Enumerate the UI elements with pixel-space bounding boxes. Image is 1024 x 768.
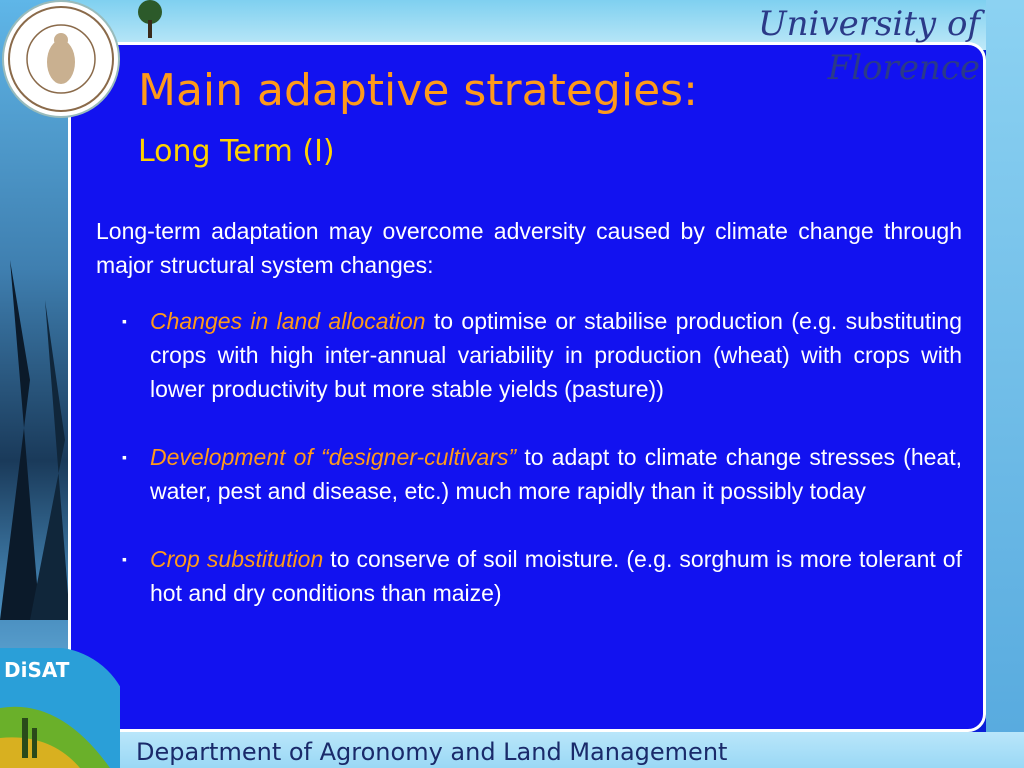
right-photo-strip	[986, 0, 1024, 768]
bullet-text: to optimise or stabilise production (e.g. substituting crops with high inter-annual variability in production (wheat) with crops with lower productivity but more stable yields (pasture))	[150, 308, 962, 402]
tree-image	[130, 0, 170, 40]
list-item	[96, 542, 962, 610]
bullet-icon: ▪	[122, 449, 127, 465]
intro-paragraph: Long-term adaptation may overcome adversity caused by climate change through major structural system changes:	[96, 218, 962, 278]
bullet-text: to adapt to climate change stresses (heat, water, pest and disease, etc.) much more rapidly than it possibly today	[150, 444, 962, 504]
bullet-icon: ▪	[122, 313, 127, 329]
department-name: Department of Agronomy and Land Management	[136, 738, 728, 766]
bullet-text: to conserve of soil moisture. (e.g. sorghum is more tolerant of hot and dry conditions than maize)	[150, 546, 962, 606]
slide-subtitle: Long Term (I)	[138, 134, 335, 169]
bullet-lead: Crop substitution	[150, 546, 324, 572]
university-seal-logo	[2, 0, 120, 118]
bullet-lead: Changes in land allocation	[150, 308, 426, 334]
bullet-lead: Development of “designer-cultivars”	[150, 444, 517, 470]
list-item	[96, 440, 962, 508]
cypress-trees-image	[0, 260, 70, 620]
slide-title: Main adaptive strategies:	[138, 65, 698, 116]
university-name: University of Florence	[757, 4, 980, 88]
list-item	[96, 304, 962, 406]
seal-icon	[4, 2, 118, 116]
slide-body	[96, 214, 962, 644]
bullet-icon: ▪	[122, 551, 127, 567]
bullet-list	[96, 304, 962, 610]
disat-label: DiSAT	[4, 658, 70, 682]
